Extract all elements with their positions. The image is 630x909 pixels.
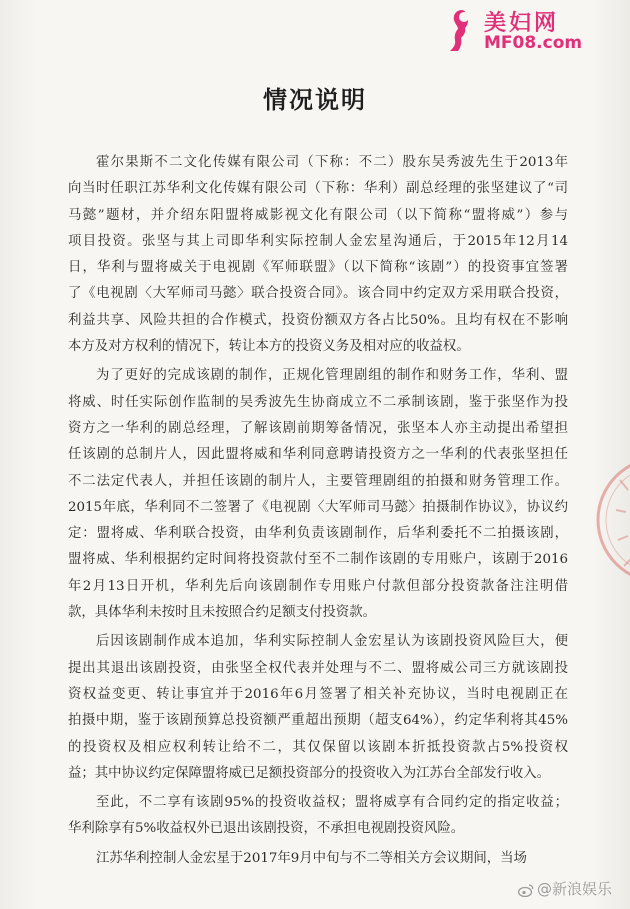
text-line: 任该剧的总制片人，因此盟将威和华利同意聘请投资方之一华利的代表张坚担任 <box>68 447 568 463</box>
text-line: 本方及对方权利的情况下，转让本方的投资义务及相对应的收益权。 <box>68 339 470 355</box>
text-line: 项目投资。张坚与其上司即华利实际控制人金宏星沟通后，于2015年12月14 <box>68 233 568 249</box>
paragraph-5 <box>68 846 568 872</box>
logo-chinese-text: 美妇网 <box>484 11 560 36</box>
text-line: 霍尔果斯不二文化传媒有限公司（下称：不二）股东吴秀波先生于2013年 <box>96 155 568 170</box>
text-line: 为了更好的完成该剧的制作，正规化管理剧组的制作和财务工作，华利、盟 <box>96 368 568 384</box>
weibo-icon <box>518 883 534 897</box>
text-line: 款，具体华利未按时且未按照合约足额支付投资款。 <box>68 605 376 621</box>
text-line: 年2月13日开机，华利先后向该剧制作专用账户付款但部分投资款备注注明借 <box>68 578 568 594</box>
text-line: 提出其退出该剧投资，由张坚全权代表并处理与不二、盟将威公司三方就该剧投 <box>68 660 568 676</box>
text-line: 拍摄中期，鉴于该剧预算总投资额严重超出预期（超支64%），约定华利将其45% <box>68 713 568 729</box>
text-line: 资权益变更、转让事宜并于2016年6月签署了相关补充协议，当时电视剧正在 <box>68 686 568 702</box>
text-line: 资方之一华利的剧总经理，了解该剧前期筹备情况，张坚本人亦主动提出希望担 <box>68 420 568 436</box>
text-line: 了《电视剧〈大军师司马懿〉联合投资合同》。该合同中约定双方采用联合投资， <box>68 286 568 302</box>
text-line: 至此，不二享有该剧95%的投资收益权；盟将威享有合同约定的指定收益； <box>96 795 568 811</box>
weibo-watermark <box>518 878 612 899</box>
paragraph-3 <box>68 629 568 787</box>
document-body <box>68 150 568 872</box>
woman-silhouette-icon <box>444 8 478 52</box>
text-line: 日，华利与盟将威关于电视剧《军师联盟》（以下简称“该剧”）的投资事宜签署 <box>68 260 568 276</box>
text-line: 向当时任职江苏华利文化传媒有限公司（下称：华利）副总经理的张坚建议了“司 <box>68 181 568 197</box>
paragraph-2 <box>68 363 568 626</box>
paragraph-1 <box>68 150 568 360</box>
paragraph-4 <box>68 790 568 843</box>
watermark-text: @新浪娱乐 <box>536 880 612 898</box>
logo-domain-text: MF08.com <box>484 33 583 53</box>
text-line: 江苏华利控制人金宏星于2017年9月中旬与不二等相关方会议期间，当场 <box>96 850 527 866</box>
text-line: 定：盟将威、华利联合投资，由华利负责该剧制作，后华利委托不二拍摄该剧， <box>68 526 568 542</box>
text-line: 2015年底，华利同不二签署了《电视剧〈大军师司马懿〉拍摄制作协议》，协议约 <box>68 499 568 515</box>
text-line: 不二法定代表人，并担任该剧的制片人，主要管理剧组的拍摄和财务管理工作。 <box>68 473 568 489</box>
text-line: 益；其中协议约定保障盟将威已足额投资部分的投资收入为江苏台全部发行收入。 <box>68 765 551 781</box>
text-line: 利益共享、风险共担的合作模式，投资份额双方各占比50%。且均有权在不影响 <box>68 312 568 328</box>
text-line: 的投资权及相应权利转让给不二，其仅保留以该剧本折抵投资款占5%投资权 <box>68 739 568 755</box>
red-seal-stamp <box>590 420 630 620</box>
text-line: 马懿”题材，并介绍东阳盟将威影视文化有限公司（以下简称“盟将威”）参与 <box>68 207 568 223</box>
text-line: 将威、时任实际创作监制的吴秀波先生协商成立不二承制该剧，鉴于张坚作为投 <box>68 394 568 410</box>
document-title: 情况说明 <box>263 85 367 114</box>
text-line: 盟将威、华利根据约定时间将投资款付至不二制作该剧的专用账户，该剧于2016 <box>68 552 568 568</box>
text-line: 后因该剧制作成本追加，华利实际控制人金宏星认为该剧投资风险巨大，便 <box>96 634 568 650</box>
site-logo[interactable] <box>444 6 616 54</box>
text-line: 华利除享有5%收益权外已退出该剧投资，不承担电视剧投资风险。 <box>68 821 465 837</box>
